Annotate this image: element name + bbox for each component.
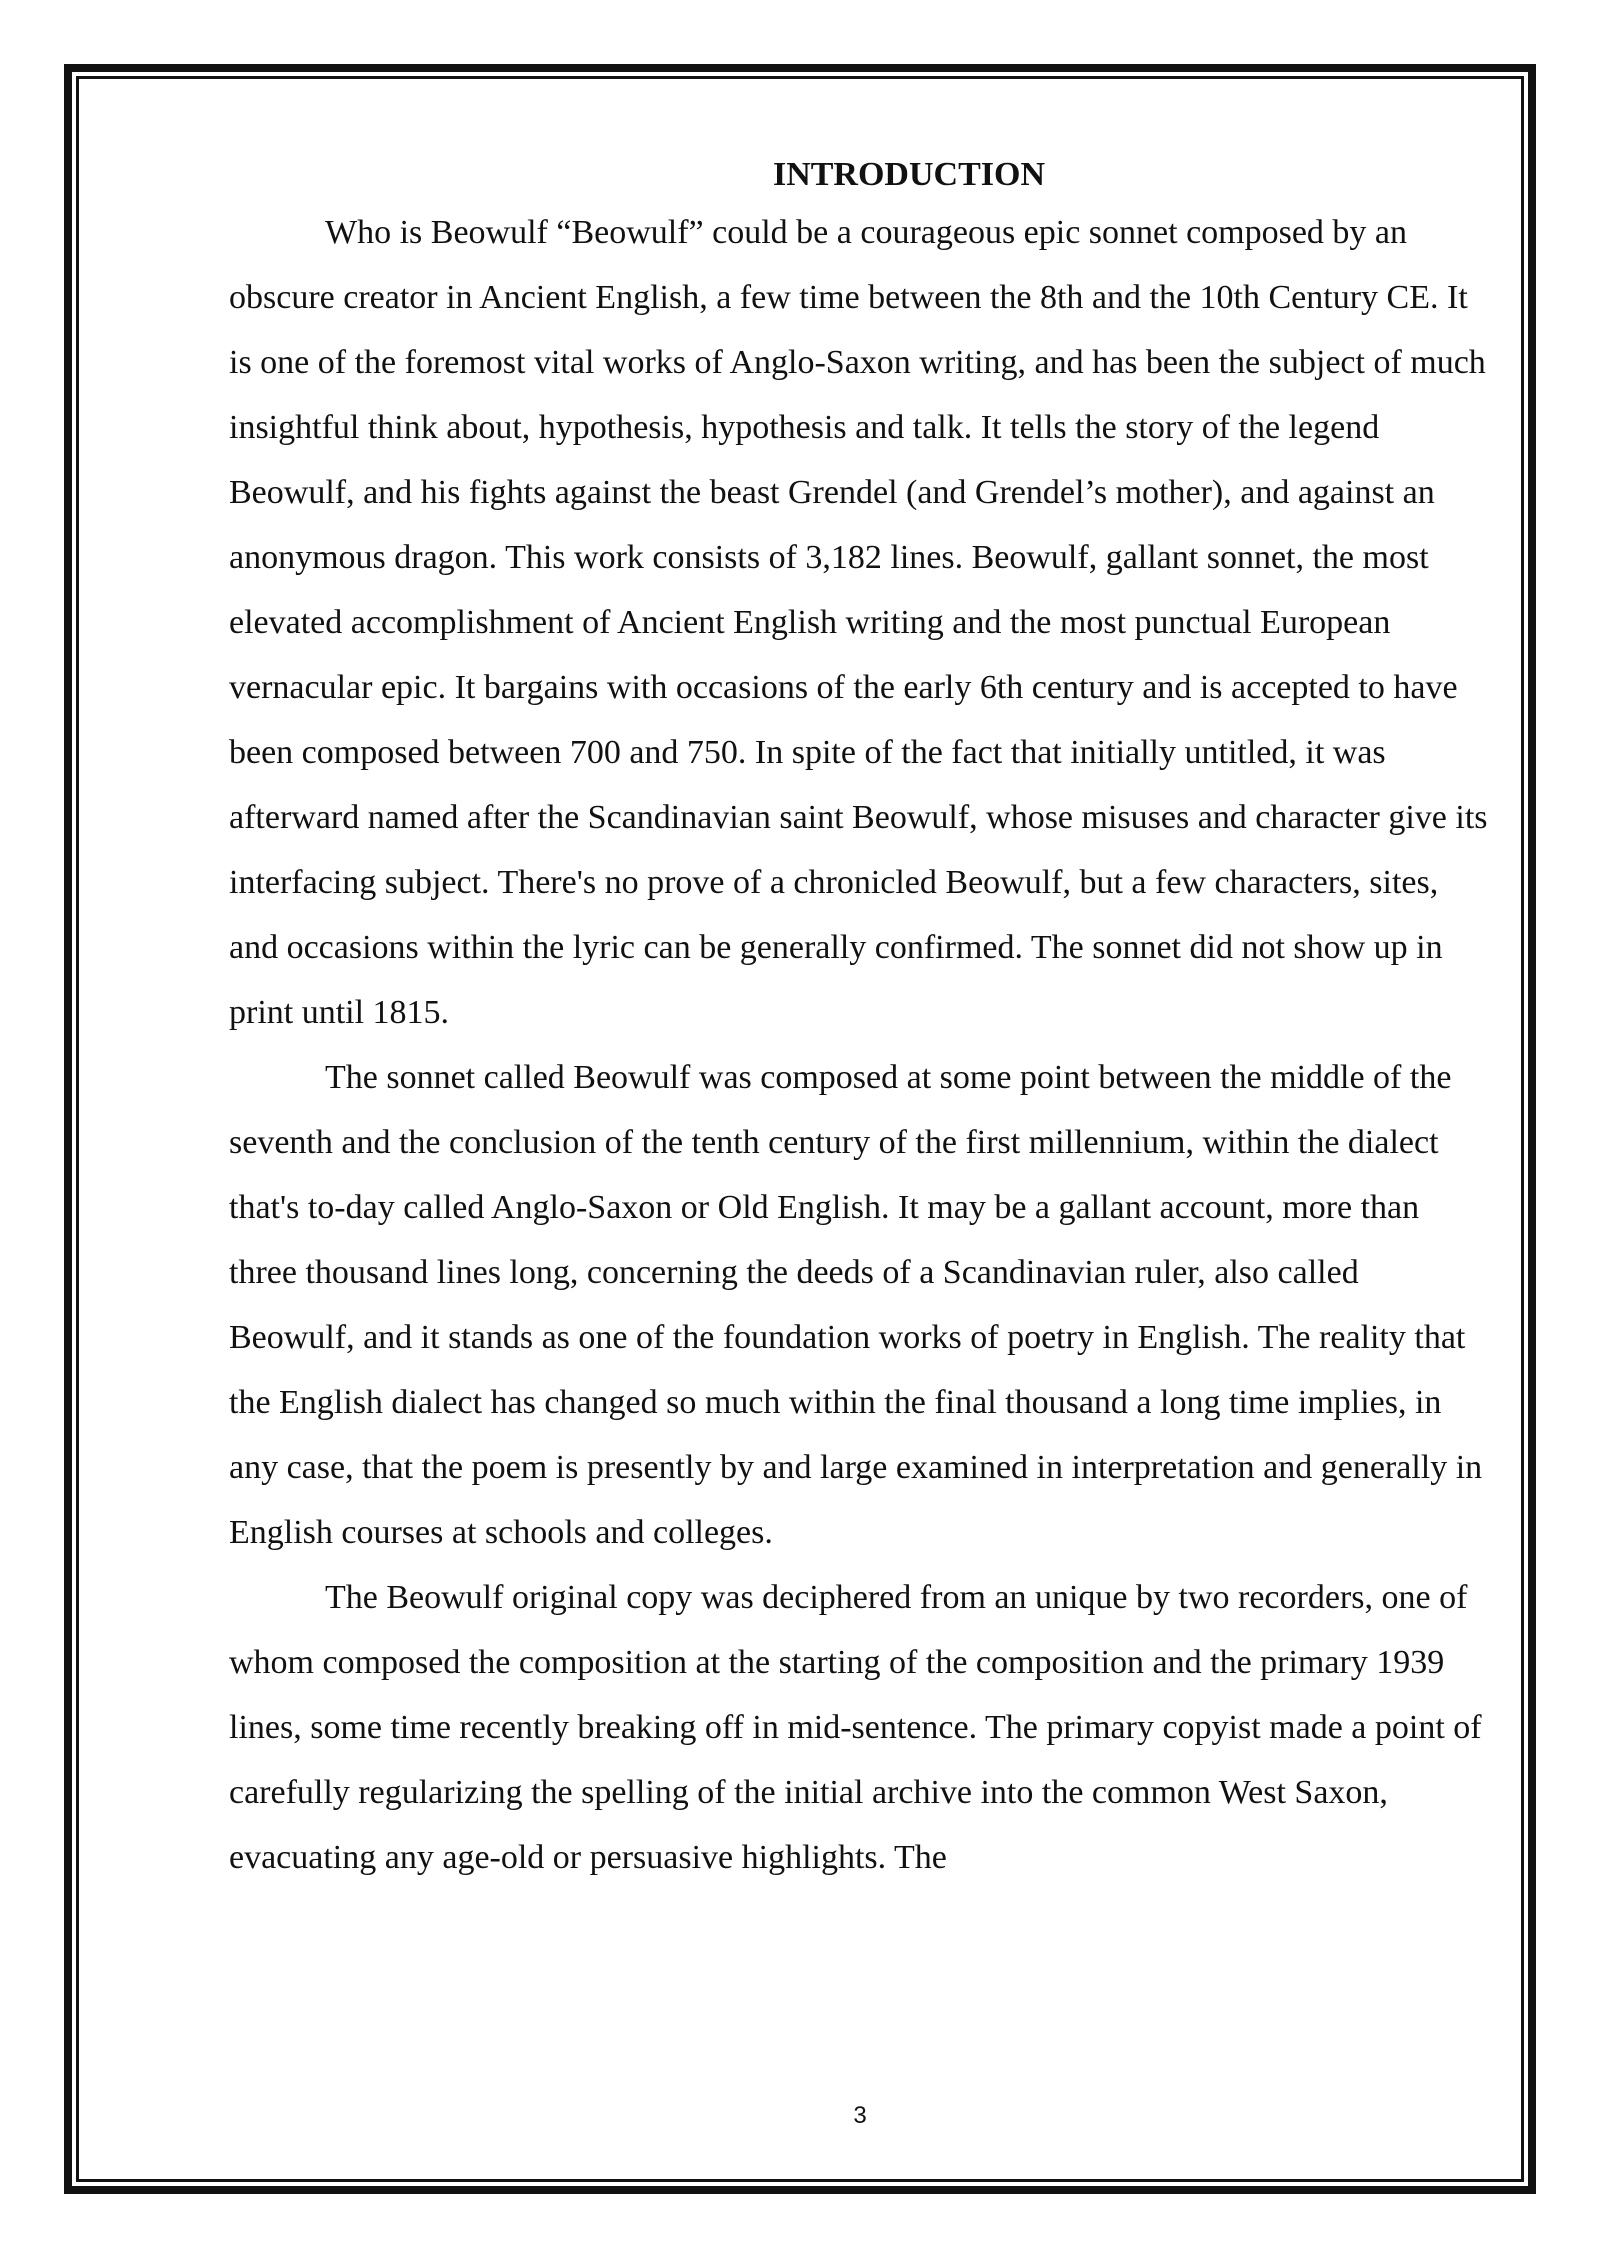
paragraph-2: The sonnet called Beowulf was composed at some point between the middle of the seventh and the conclusion of the tenth century of the first millennium, within the dialect that's to-day called Anglo-Saxon or Old English. It may be a gallant account, more than three thousand lines long, concerning the deeds of a Scandinavian ruler, also called Beowulf, and it stands as one of the foundation works of poetry in English. The reality that the English dialect has changed so much within the final thousand a long time implies, in any case, that the poem is presently by and large examined in interpretation and generally in English courses at schools and colleges. xyxy=(229,1059,1483,1551)
page-number: 3 xyxy=(853,2102,867,2129)
paragraph-1: Who is Beowulf “Beowulf” could be a courageous epic sonnet composed by an obscure creator in Ancient English, a few time between the 8th and the 10th Century CE. It is one of the foremost vital works of Anglo-Saxon writing, and has been the subject of much insightful think about, hypothesis, hypothesis and talk. It tells the story of the legend Beowulf, and his fights against the beast Grendel (and Grendel’s mother), and against an anonymous dragon. This work consists of 3,182 lines. Beowulf, gallant sonnet, the most elevated accomplishment of Ancient English writing and the most punctual European vernacular epic. It bargains with occasions of the early 6th century and is accepted to have been composed between 700 and 750. In spite of the fact that initially untitled, it was afterward named after the Scandinavian saint Beowulf, whose misuses and character give its interfacing subject. There's no prove of a chronicled Beowulf, but a few characters, sites, and occasions within the lyric can be generally confirmed. The sonnet did not show up in print until 1815. xyxy=(229,214,1488,1031)
section-heading: INTRODUCTION xyxy=(772,156,1046,193)
paragraph-3: The Beowulf original copy was deciphered from an unique by two recorders, one of whom composed the composition at the starting of the composition and the primary 1939 lines, some time recently breaking off in mid-sentence. The primary copyist made a point of carefully regularizing the spelling of the initial archive into the common West Saxon, evacuating any age-old or persuasive highlights. The xyxy=(229,1579,1482,1876)
page-content xyxy=(229,150,1489,1890)
